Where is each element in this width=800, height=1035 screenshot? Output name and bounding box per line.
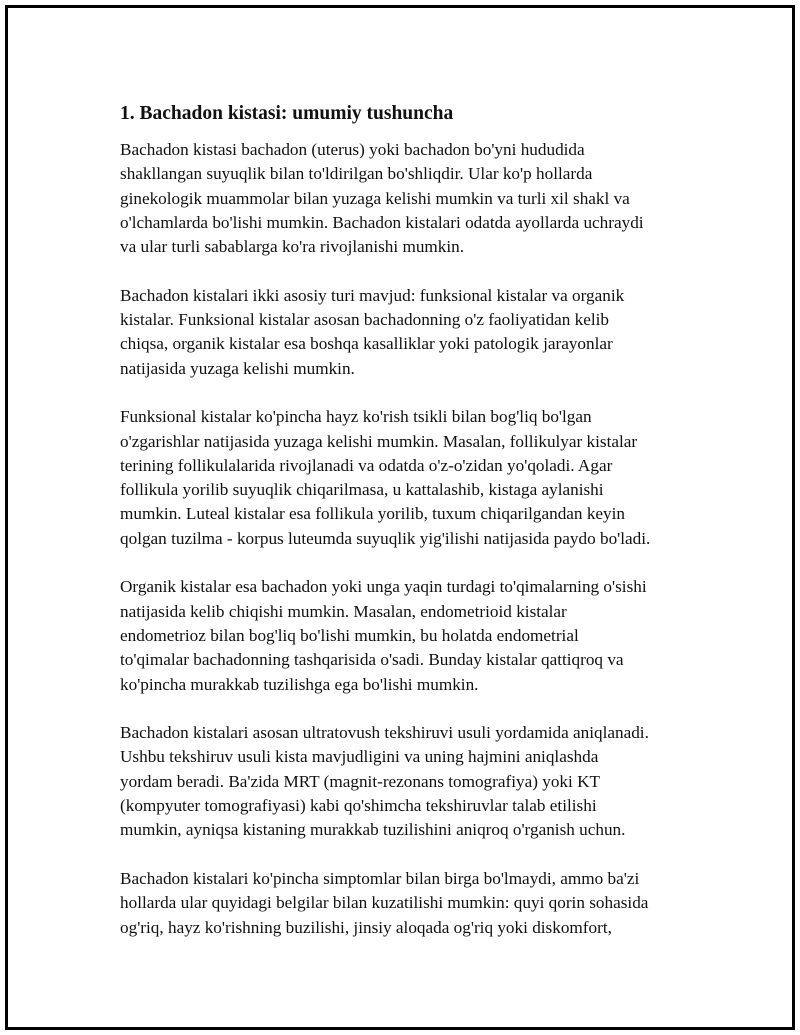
- page-frame: [5, 5, 795, 1030]
- text-line: to'qimalar bachadonning tashqarisida o'sadi. Bunday kistalar qattiqroq va: [120, 650, 624, 670]
- text-line: yordam beradi. Ba'zida MRT (magnit-rezonans tomografiya) yoki KT: [120, 771, 600, 791]
- paragraph-3: [120, 405, 700, 551]
- text-line: (kompyuter tomografiyasi) kabi qo'shimcha tekshiruvlar talab etilishi: [120, 796, 597, 816]
- text-line: Bachadon kistalari ikki asosiy turi mavjud: funksional kistalar va organik: [120, 285, 625, 305]
- text-line: Funksional kistalar ko'pincha hayz ko'rish tsikli bilan bog'liq bo'lgan: [120, 407, 592, 427]
- paragraph-1: [120, 138, 700, 259]
- text-line: natijasida kelib chiqishi mumkin. Masalan, endometrioid kistalar: [120, 601, 567, 621]
- text-line: o'zgarishlar natijasida yuzaga kelishi mumkin. Masalan, follikulyar kistalar: [120, 431, 638, 451]
- text-line: Bachadon kistalari ko'pincha simptomlar bilan birga bo'lmaydi, ammo ba'zi: [120, 868, 640, 888]
- text-line: natijasida yuzaga kelishi mumkin.: [120, 358, 355, 378]
- paragraph-6: [120, 867, 700, 940]
- section-heading: 1. Bachadon kistasi: umumiy tushuncha: [120, 103, 454, 124]
- paragraph-2: [120, 284, 700, 381]
- text-line: va ular turli sabablarga ko'ra rivojlanishi mumkin.: [120, 237, 465, 257]
- text-line: og'riq, hayz ko'rishning buzilishi, jinsiy aloqada og'riq yoki diskomfort,: [120, 917, 612, 937]
- text-line: kistalar. Funksional kistalar asosan bachadonning o'z faoliyatidan kelib: [120, 310, 610, 330]
- text-line: terining follikulalarida rivojlanadi va odatda o'z-o'zidan yo'qoladi. Agar: [120, 455, 613, 475]
- text-line: qolgan tuzilma - korpus luteumda suyuqlik yig'ilishi natijasida paydo bo'ladi.: [120, 528, 651, 548]
- text-line: o'lchamlarda bo'lishi mumkin. Bachadon kistalari odatda ayollarda uchraydi: [120, 212, 644, 232]
- text-line: Organik kistalar esa bachadon yoki unga yaqin turdagi to'qimalarning o'sishi: [120, 577, 647, 597]
- paragraph-4: [120, 575, 700, 696]
- text-line: ko'pincha murakkab tuzilishga ega bo'lishi mumkin.: [120, 674, 479, 694]
- text-line: mumkin. Luteal kistalar esa follikula yorilib, tuxum chiqarilgandan keyin: [120, 504, 626, 524]
- text-line: Bachadon kistalari asosan ultratovush tekshiruvi usuli yordamida aniqlanadi.: [120, 723, 649, 743]
- text-line: ginekologik muammolar bilan yuzaga kelishi mumkin va turli xil shakl va: [120, 188, 630, 208]
- text-line: hollarda ular quyidagi belgilar bilan kuzatilishi mumkin: quyi qorin sohasida: [120, 893, 649, 913]
- text-line: mumkin, ayniqsa kistaning murakkab tuzilishini aniqroq o'rganish uchun.: [120, 820, 626, 840]
- text-line: chiqsa, organik kistalar esa boshqa kasalliklar yoki patologik jarayonlar: [120, 334, 613, 354]
- paragraph-5: [120, 721, 700, 842]
- text-line: shakllangan suyuqlik bilan to'ldirilgan bo'shliqdir. Ular ko'p hollarda: [120, 164, 593, 184]
- document-body: [120, 100, 700, 964]
- text-line: Ushbu tekshiruv usuli kista mavjudligini va uning hajmini aniqlashda: [120, 747, 599, 767]
- text-line: endometrioz bilan bog'liq bo'lishi mumkin, bu holatda endometrial: [120, 625, 579, 645]
- text-line: Bachadon kistasi bachadon (uterus) yoki bachadon bo'yni hududida: [120, 140, 585, 159]
- text-line: follikula yorilib suyuqlik chiqarilmasa, u kattalashib, kistaga aylanishi: [120, 480, 604, 500]
